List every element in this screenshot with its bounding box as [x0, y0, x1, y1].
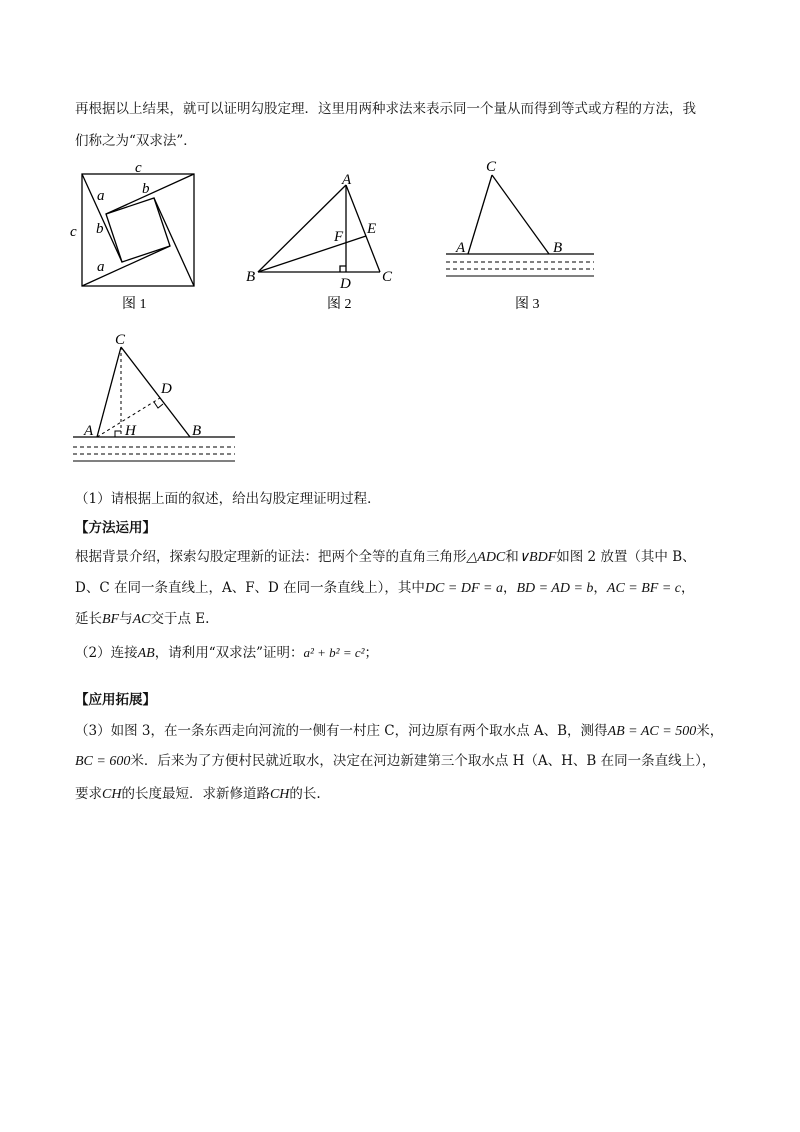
intro-line-1: 再根据以上结果，就可以证明勾股定理．这里用两种求法来表示同一个量从而得到等式或方程的方法，我 — [75, 101, 696, 117]
fig1-line-2 — [106, 174, 194, 214]
question-2 — [75, 643, 378, 664]
q2-text-b: ，请利用“双求法”证明： — [154, 645, 304, 661]
method-text-2a: D、C 在同一条直线上，A、F、D 在同一条直线上），其中 — [75, 580, 425, 596]
segment-bf: BF — [102, 612, 120, 627]
eq-dc-df: DC = DF = a — [424, 581, 503, 596]
eq-bd-ad: BD = AD = b — [516, 581, 594, 596]
figure-4 — [73, 347, 235, 461]
fig3-side-ac — [468, 175, 492, 254]
segment-ac: AC — [132, 612, 151, 627]
method-text-3a: 延长 — [75, 611, 102, 627]
segment-ch-2: CH — [269, 787, 290, 802]
q2-end: ； — [364, 645, 379, 661]
fig1-line-3 — [154, 198, 194, 286]
fig1-label-b-inner: b — [96, 221, 104, 237]
segment-ab: AB — [137, 646, 155, 661]
figure-3 — [446, 175, 594, 276]
segment-ch-1: CH — [102, 787, 122, 802]
figure-2 — [258, 185, 380, 272]
fig2-label-D: D — [340, 276, 351, 292]
triangle-bdf: ∨BDF — [518, 550, 557, 565]
fig4-right-angle-h — [115, 431, 121, 437]
eq-ac-bf: AC = BF = c — [606, 581, 682, 596]
fig4-label-H: H — [125, 423, 136, 439]
fig4-label-B: B — [192, 423, 202, 439]
fig4-side-ac — [97, 347, 121, 437]
fig4-label-C: C — [115, 332, 126, 348]
fig2-side-ab — [258, 185, 346, 272]
triangle-adc: △ADC — [466, 550, 506, 565]
fig4-label-D: D — [161, 381, 172, 397]
fig2-caption: 图 2 — [327, 297, 352, 312]
apply-text-3c: 的长. — [289, 786, 321, 802]
fig1-label-b-upper: b — [142, 181, 150, 197]
apply-text-3a: 要求 — [75, 786, 102, 802]
fig1-line-4 — [82, 246, 170, 286]
fig1-label-c-top: c — [135, 160, 142, 176]
apply-line-1 — [75, 721, 723, 742]
method-line-2: D、C 在同一条直线上，A、F、D 在同一条直线上），其中DC = DF = a，BD = AD = b，AC = BF = c， — [75, 580, 695, 596]
method-text-3c: 交于点 E. — [150, 611, 210, 627]
method-line-1 — [75, 547, 696, 568]
eq-ab-ac: AB = AC = 500 — [607, 724, 697, 739]
method-text-1a: 根据背景介绍，探索勾股定理新的证法：把两个全等的直角三角形 — [75, 549, 467, 565]
q2-text-a: （2）连接 — [75, 645, 138, 661]
method-text-3b: 与 — [119, 611, 133, 627]
fig3-label-C: C — [486, 159, 497, 175]
apply-line-3 — [75, 784, 321, 805]
fig3-caption: 图 3 — [515, 297, 540, 312]
method-and: 和 — [505, 549, 519, 565]
fig4-right-angle-d — [154, 402, 163, 408]
pythagorean-formula: a² + b² = c² — [303, 645, 365, 660]
fig1-caption: 图 1 — [122, 297, 147, 312]
fig1-label-a-upper: a — [97, 188, 105, 204]
fig1-label-a-lower: a — [97, 259, 105, 275]
apply-heading: 【应用拓展】 — [75, 692, 156, 708]
fig3-label-B: B — [553, 240, 563, 256]
fig4-label-A: A — [84, 423, 94, 439]
fig1-inner-square — [106, 198, 170, 262]
apply-line-2 — [75, 751, 715, 772]
fig3-label-A: A — [456, 240, 466, 256]
question-1: （1）请根据上面的叙述，给出勾股定理证明过程． — [75, 491, 381, 507]
fig2-label-F: F — [334, 229, 344, 245]
intro-line-2: 们称之为“双求法”． — [75, 133, 197, 149]
method-heading: 【方法运用】 — [75, 520, 156, 536]
eq-bc: BC = 600 — [75, 754, 131, 769]
fig2-label-C: C — [382, 269, 393, 285]
apply-text-3b: 的长度最短．求新修道路 — [121, 786, 270, 802]
method-text-1b: 如图 2 放置（其中 B、 — [556, 549, 696, 565]
fig1-label-c-left: c — [70, 224, 77, 240]
method-line-3 — [75, 609, 209, 630]
fig2-label-A: A — [342, 172, 352, 188]
fig2-right-angle-mark — [340, 266, 346, 272]
fig2-label-B: B — [246, 269, 256, 285]
apply-text-1a: （3）如图 3，在一条东西走向河流的一侧有一村庄 C，河边原有两个取水点 A、B，测得 — [75, 723, 608, 739]
apply-text-1b: 米， — [696, 723, 724, 739]
apply-text-2: 米．后来为了方便村民就近取水，决定在河边新建第三个取水点 H（A、H、B 在同一条直线上）， — [130, 753, 716, 769]
fig2-line-be — [258, 236, 366, 272]
figures-svg — [0, 0, 800, 480]
fig3-side-bc — [492, 175, 549, 254]
fig2-label-E: E — [367, 221, 377, 237]
